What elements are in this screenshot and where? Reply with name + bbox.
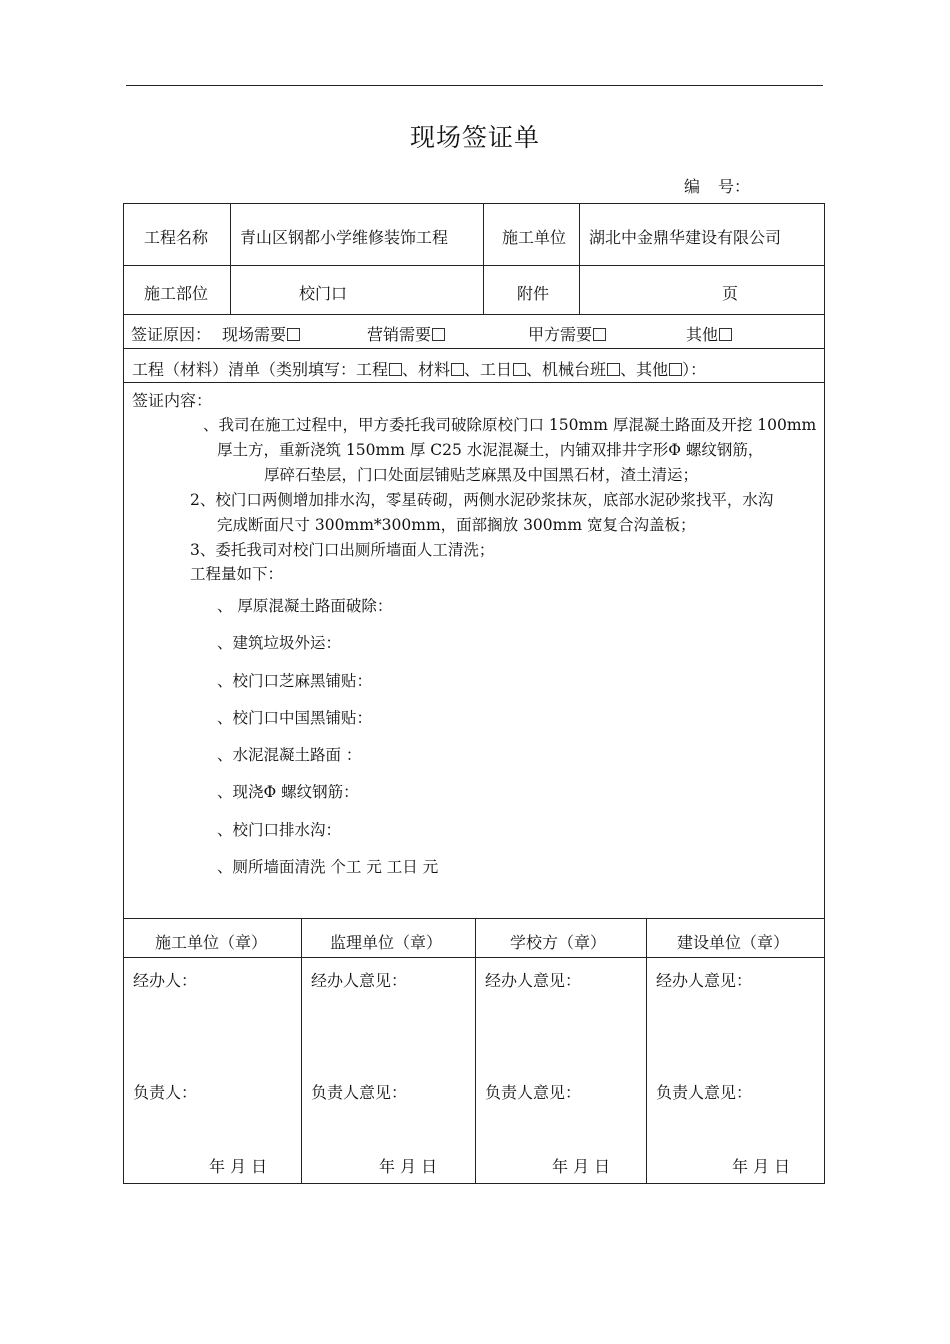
content-line: 厚土方，重新浇筑 150mm 厚 C25 水泥混凝土，内铺双排井字形Φ 螺纹钢筋， bbox=[217, 441, 764, 459]
sig-handler: 经办人意见： bbox=[485, 971, 582, 990]
sig-date: 年 月 日 bbox=[732, 1157, 791, 1176]
quantity-item: 、校门口芝麻黑铺贴： bbox=[217, 672, 373, 690]
sig-leader: 负责人意见： bbox=[485, 1083, 582, 1102]
row-divider bbox=[124, 918, 824, 919]
visa-form-table bbox=[123, 203, 825, 1184]
col-divider bbox=[230, 204, 231, 314]
quantity-item: 、校门口排水沟： bbox=[217, 821, 342, 839]
sig-date: 年 月 日 bbox=[379, 1157, 438, 1176]
checkbox-icon[interactable] bbox=[513, 363, 526, 376]
quantity-title: 工程量如下： bbox=[190, 565, 284, 583]
checkbox-icon[interactable] bbox=[593, 328, 606, 341]
location-value: 校门口 bbox=[299, 284, 348, 303]
col-divider bbox=[579, 204, 580, 314]
checkbox-icon[interactable] bbox=[607, 363, 620, 376]
quantity-item: 、厕所墙面清洗 个工 元 工日 元 bbox=[217, 858, 439, 876]
contractor-value: 湖北中金鼎华建设有限公司 bbox=[589, 228, 782, 247]
location-label: 施工部位 bbox=[144, 284, 209, 303]
quantity-item: 、校门口中国黑铺贴： bbox=[217, 709, 373, 727]
checkbox-icon[interactable] bbox=[669, 363, 682, 376]
row-divider bbox=[124, 348, 824, 349]
sig-header-contractor: 施工单位（章） bbox=[155, 933, 268, 952]
reason-option-site: 现场需要 bbox=[222, 322, 300, 345]
quantity-item: 、 厚原混凝土路面破除： bbox=[217, 597, 393, 615]
row-divider bbox=[124, 265, 824, 266]
checkbox-icon[interactable] bbox=[719, 328, 732, 341]
attachment-page-unit: 页 bbox=[722, 284, 739, 303]
materials-list-line: 工程（材料）清单（类别填写：工程 、材料 、工日 、机械台班 、其他 ）： bbox=[132, 360, 707, 379]
sig-handler: 经办人意见： bbox=[656, 971, 753, 990]
content-line: 完成断面尺寸 300mm*300mm，面部搁放 300mm 宽复合沟盖板； bbox=[217, 516, 696, 534]
checkbox-icon[interactable] bbox=[389, 363, 402, 376]
document-title: 现场签证单 bbox=[409, 123, 540, 152]
row-divider bbox=[124, 382, 824, 383]
sig-handler: 经办人意见： bbox=[311, 971, 408, 990]
col-divider bbox=[483, 204, 484, 314]
quantity-item: 、现浇Φ 螺纹钢筋： bbox=[217, 783, 359, 801]
row-divider bbox=[124, 957, 824, 958]
sig-header-owner: 建设单位（章） bbox=[677, 933, 790, 952]
content-line: 3、委托我司对校门口出厕所墙面人工清洗； bbox=[190, 541, 495, 559]
sig-leader: 负责人： bbox=[133, 1083, 198, 1102]
checkbox-icon[interactable] bbox=[451, 363, 464, 376]
content-line: 厚碎石垫层，门口处面层铺贴芝麻黑及中国黑石材，渣土清运； bbox=[264, 466, 699, 484]
top-rule bbox=[126, 85, 823, 86]
contractor-label: 施工单位 bbox=[502, 228, 567, 247]
checkbox-icon[interactable] bbox=[432, 328, 445, 341]
col-divider bbox=[646, 918, 647, 1184]
attachment-label: 附件 bbox=[517, 284, 550, 303]
project-name-label: 工程名称 bbox=[144, 228, 209, 247]
quantity-item: 、水泥混凝土路面 ： bbox=[217, 746, 362, 764]
reason-option-marketing: 营销需要 bbox=[367, 322, 445, 345]
reason-label: 签证原因： bbox=[131, 325, 212, 344]
row-divider bbox=[124, 314, 824, 315]
sig-date: 年 月 日 bbox=[209, 1157, 268, 1176]
reason-option-other: 其他 bbox=[686, 322, 732, 345]
reason-option-owner: 甲方需要 bbox=[528, 322, 606, 345]
col-divider bbox=[475, 918, 476, 1184]
content-line: 2、校门口两侧增加排水沟，零星砖砌，两侧水泥砂浆抹灰，底部水泥砂浆找平，水沟 bbox=[190, 491, 774, 509]
sig-date: 年 月 日 bbox=[552, 1157, 611, 1176]
quantity-item: 、建筑垃圾外运： bbox=[217, 634, 342, 652]
sig-header-school: 学校方（章） bbox=[510, 933, 607, 952]
serial-number-label: 编 号： bbox=[684, 177, 751, 196]
content-line: 、我司在施工过程中，甲方委托我司破除原校门口 150mm 厚混凝土路面及开挖 100mm bbox=[203, 416, 817, 434]
project-name-value: 青山区钢都小学维修装饰工程 bbox=[240, 228, 449, 247]
checkbox-icon[interactable] bbox=[287, 328, 300, 341]
col-divider bbox=[301, 918, 302, 1184]
sig-header-supervisor: 监理单位（章） bbox=[330, 933, 443, 952]
content-label: 签证内容： bbox=[132, 391, 213, 410]
sig-handler: 经办人： bbox=[133, 971, 198, 990]
sig-leader: 负责人意见： bbox=[311, 1083, 408, 1102]
sig-leader: 负责人意见： bbox=[656, 1083, 753, 1102]
